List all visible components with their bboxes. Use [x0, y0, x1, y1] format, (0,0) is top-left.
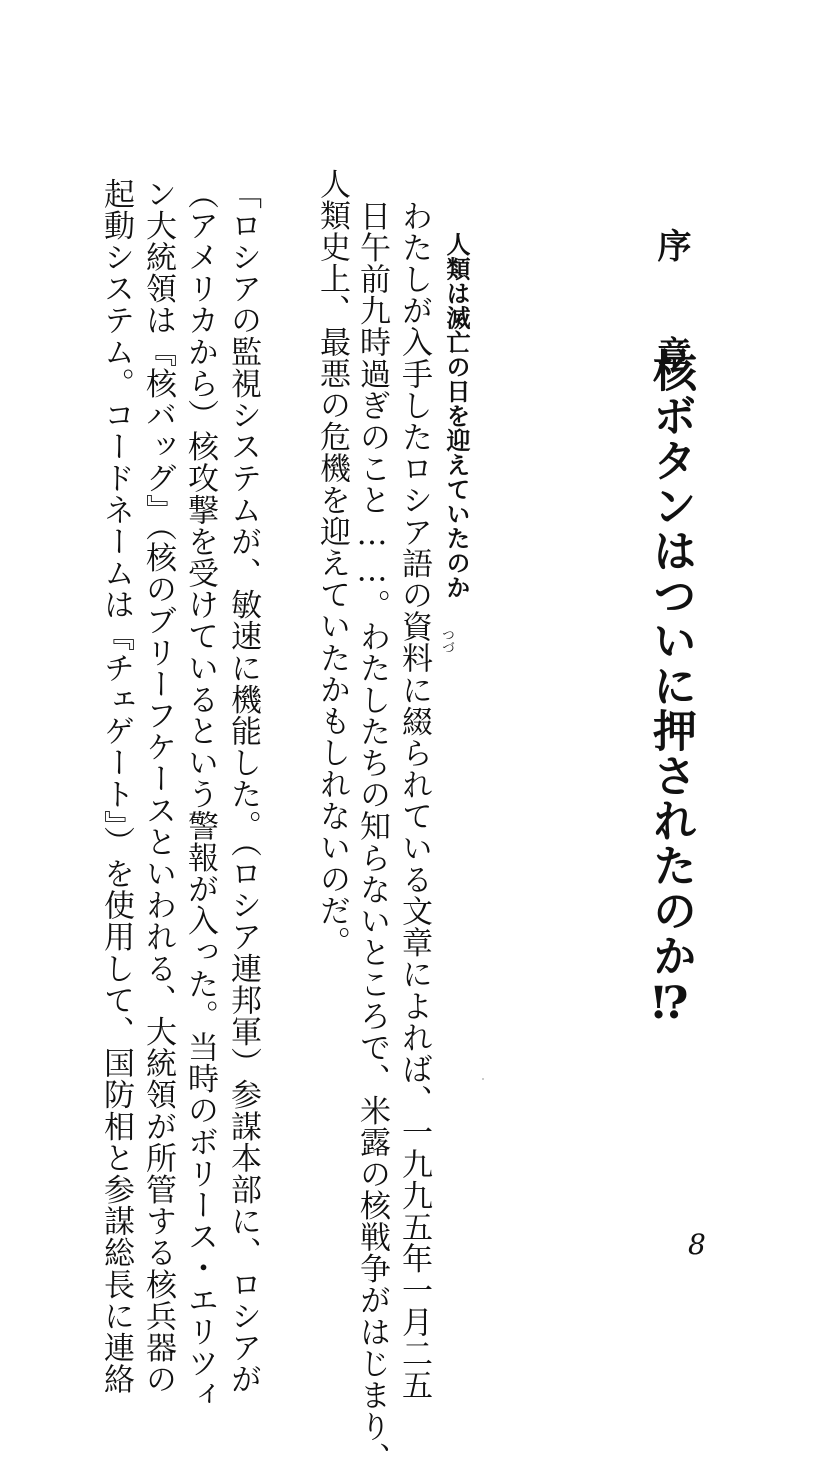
- body-line-2: 日午前九時過ぎのこと……。わたしたちの知らないところで、米露の核戦争がはじまり、: [354, 200, 390, 1474]
- body-line-6: ン大統領は『核バッグ』（核のブリーフケースといわれる、大統領が所管する核兵器の: [140, 178, 176, 1395]
- body-line-1-text: わたしが入手したロシア語の資料に綴られている文章によれば、一九九五年一月二五: [396, 200, 432, 1401]
- section-heading: 人類は滅亡の日を迎えていたのか: [442, 232, 470, 600]
- page-number: 8: [688, 1228, 706, 1261]
- body-line-7: 起動システム。コードネームは『チェゲート』）を使用して、国防相と参謀総長に連絡: [98, 178, 134, 1395]
- chapter-label: 序 章: [651, 228, 691, 390]
- body-line-5: （アメリカから）核攻撃を受けているという警報が入った。当時のボリース・エリツィ: [182, 178, 218, 1411]
- body-line-3: 人類史上、最悪の危機を迎えていたかもしれないのだ。: [314, 168, 350, 958]
- body-line-4: 「ロシアの監視システムが、敏速に機能した。（ロシア連邦軍）参謀本部に、ロシアが: [225, 178, 261, 1395]
- ruby-annotation: つづ: [439, 628, 454, 654]
- scan-speck: [482, 1078, 484, 1080]
- body-line-1: [396, 200, 432, 1401]
- chapter-title: 核ボタンはついに押されたのか⁉: [645, 348, 696, 1030]
